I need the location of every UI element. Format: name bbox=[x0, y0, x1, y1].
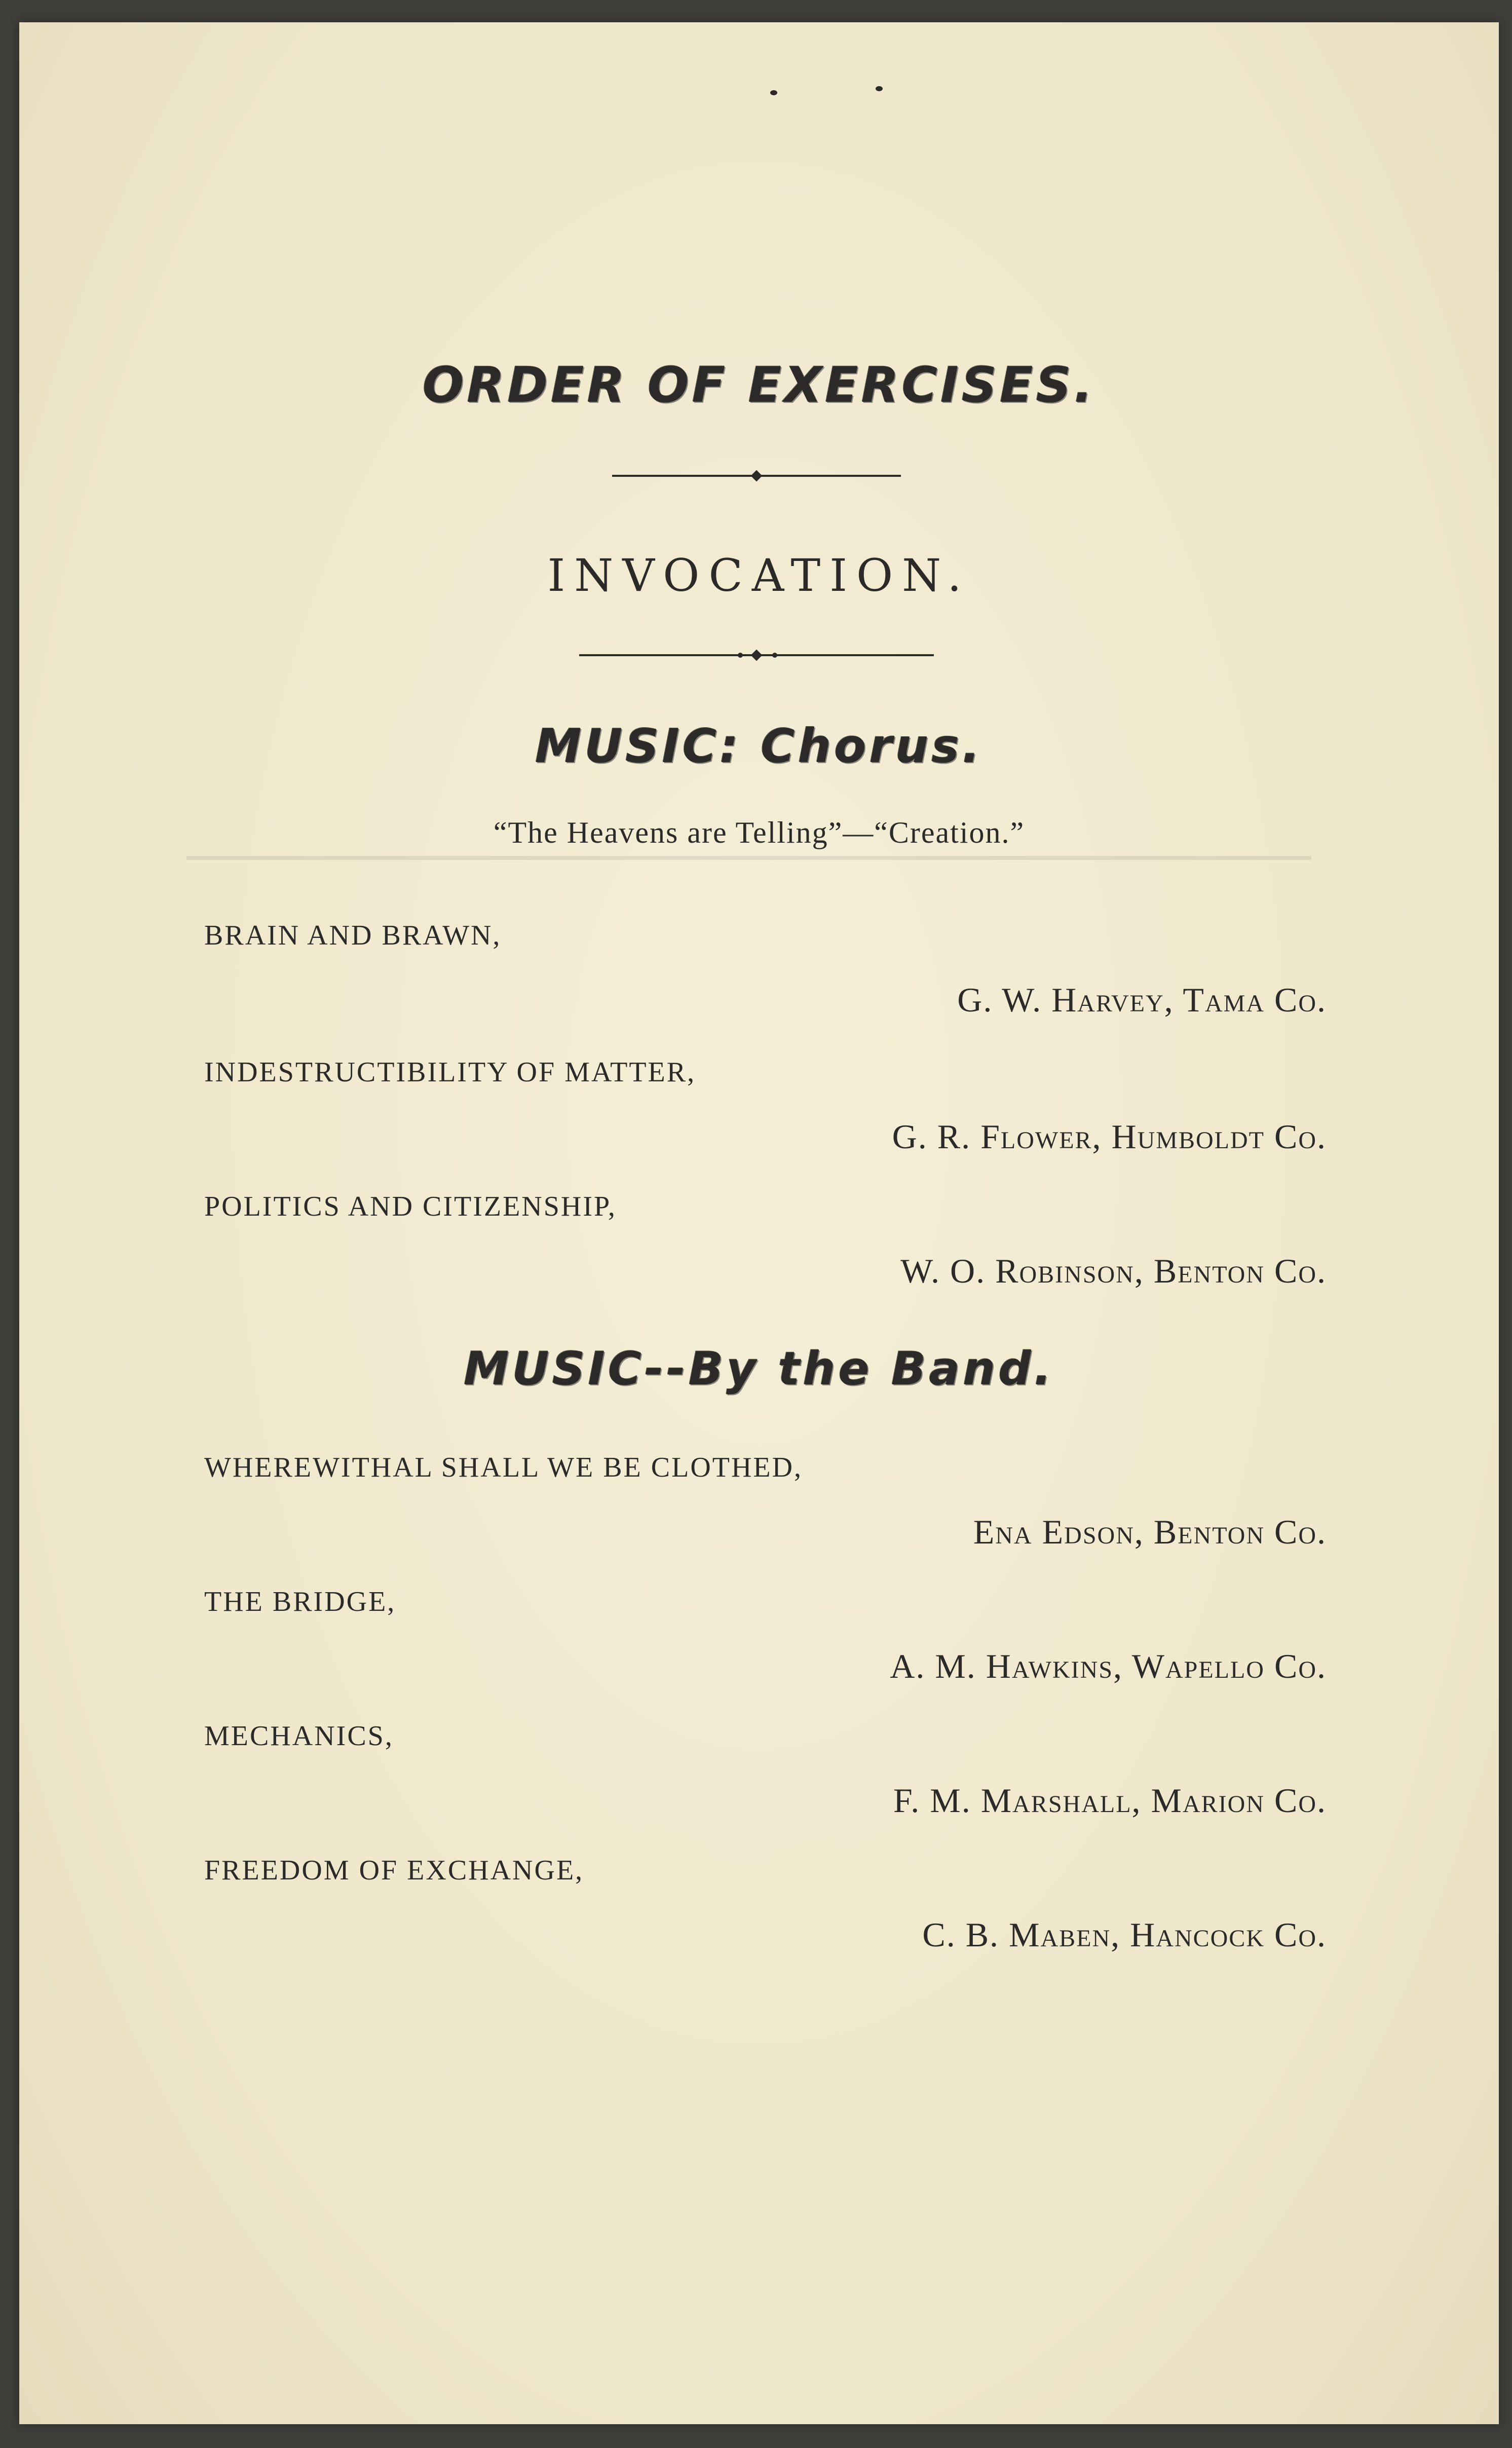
bleed-through-line bbox=[186, 856, 1311, 860]
oration-speaker: Ena Edson, Benton Co. bbox=[973, 1513, 1327, 1551]
divider-dot-left bbox=[738, 653, 743, 658]
oration-speaker: G. W. Harvey, Tama Co. bbox=[957, 981, 1327, 1019]
divider-ornament-2 bbox=[751, 650, 763, 661]
music-band-heading: MUSIC--By the Band. bbox=[464, 1342, 1054, 1396]
oration-title: THE BRIDGE, bbox=[204, 1586, 396, 1617]
divider-dot-right bbox=[772, 653, 777, 658]
oration-title: BRAIN AND BRAWN, bbox=[204, 920, 502, 951]
oration-title: INDESTRUCTIBILITY OF MATTER, bbox=[204, 1057, 696, 1088]
oration-speaker: W. O. Robinson, Benton Co. bbox=[900, 1252, 1327, 1290]
invocation-heading: INVOCATION. bbox=[547, 549, 971, 601]
divider-ornament-1 bbox=[751, 470, 763, 482]
oration-title: FREEDOM OF EXCHANGE, bbox=[204, 1855, 584, 1886]
chorus-subtitle: “The Heavens are Telling”—“Creation.” bbox=[493, 816, 1025, 849]
oration-title: WHEREWITHAL SHALL WE BE CLOTHED, bbox=[204, 1452, 803, 1483]
punch-mark-right bbox=[876, 86, 883, 91]
page-title: ORDER OF EXERCISES. bbox=[422, 357, 1096, 413]
oration-speaker: A. M. Hawkins, Wapello Co. bbox=[890, 1647, 1327, 1685]
oration-speaker: C. B. Maben, Hancock Co. bbox=[922, 1915, 1327, 1954]
oration-title: MECHANICS, bbox=[204, 1720, 394, 1752]
oration-title: POLITICS AND CITIZENSHIP, bbox=[204, 1191, 617, 1222]
oration-speaker: G. R. Flower, Humboldt Co. bbox=[892, 1117, 1327, 1156]
oration-speaker: F. M. Marshall, Marion Co. bbox=[893, 1781, 1327, 1820]
program-page bbox=[19, 22, 1499, 2424]
music-chorus-heading: MUSIC: Chorus. bbox=[535, 719, 983, 773]
punch-mark-left bbox=[770, 90, 777, 95]
